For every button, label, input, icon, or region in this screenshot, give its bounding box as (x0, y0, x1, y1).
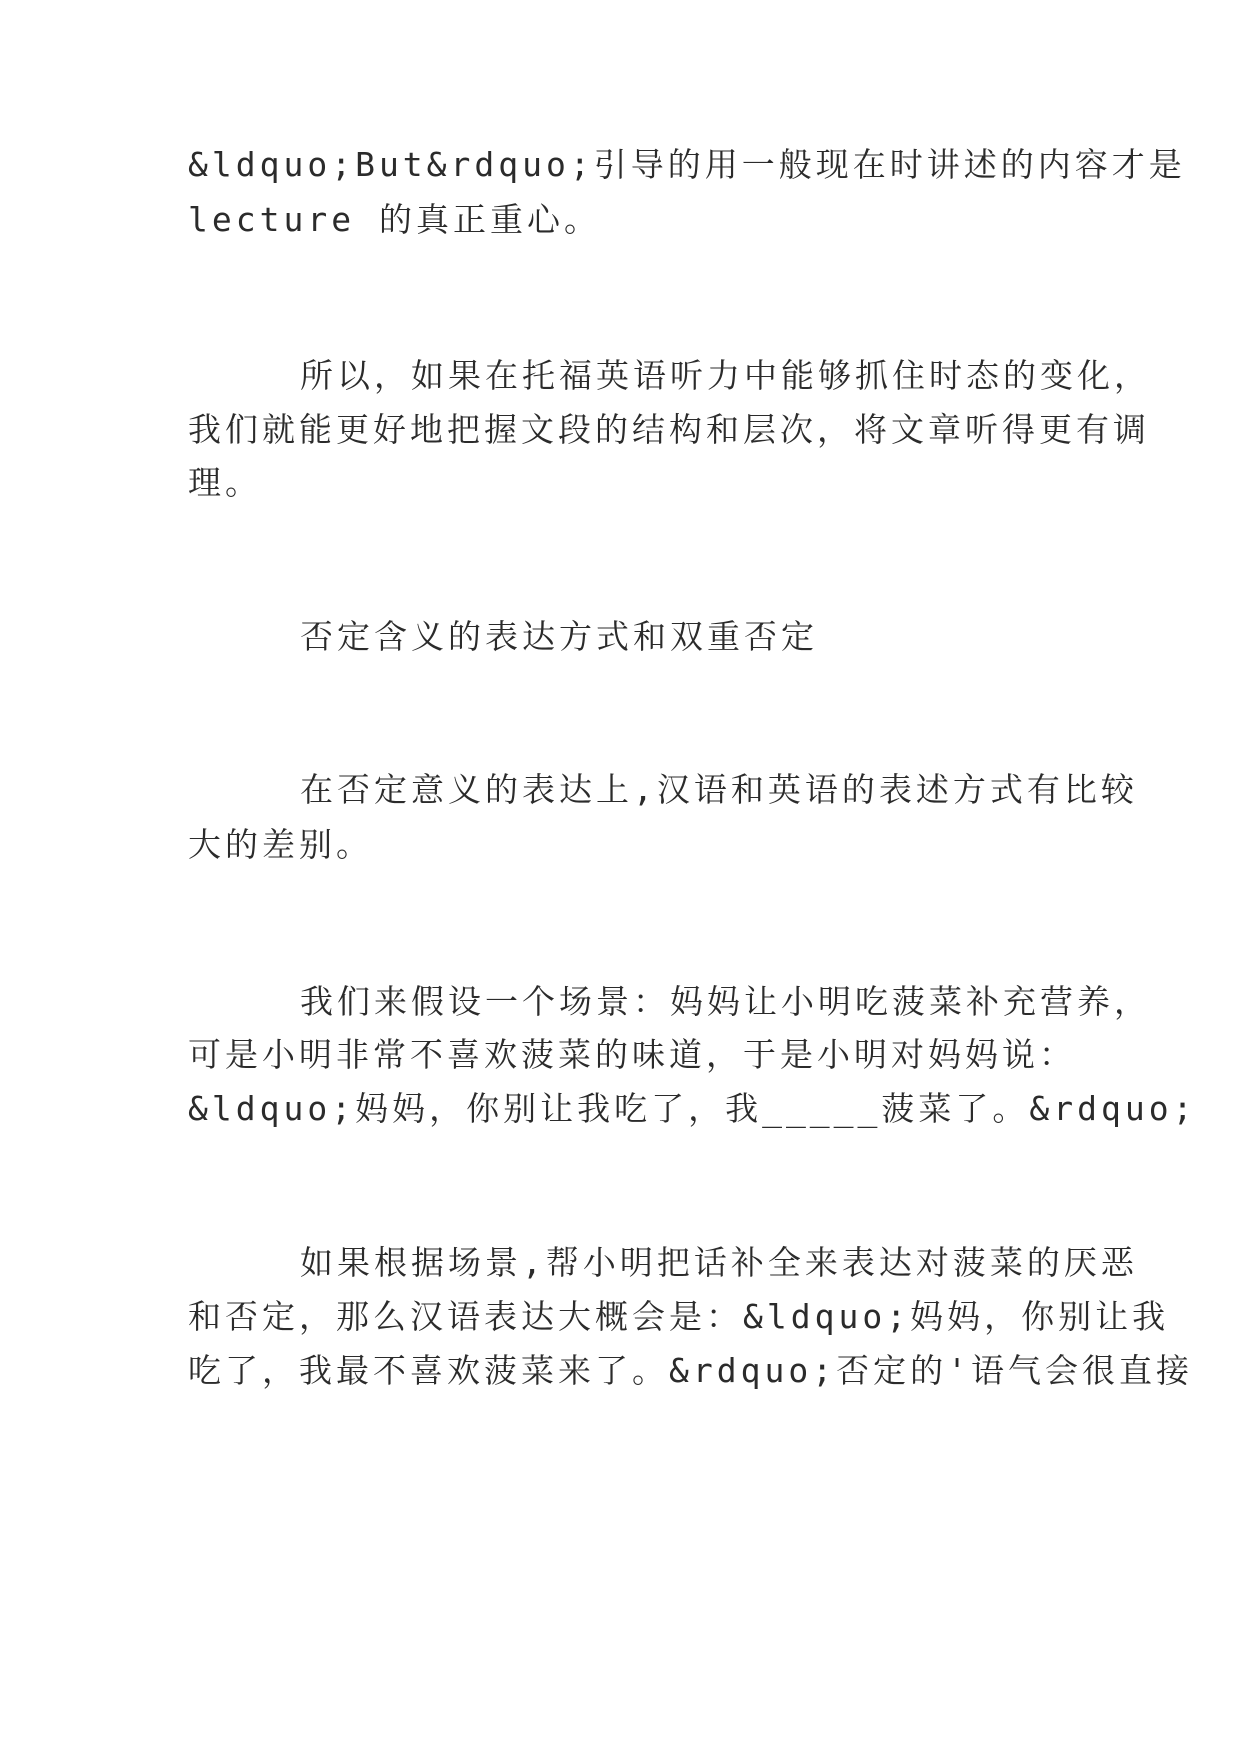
section-heading: 否定含义的表达方式和双重否定 (300, 617, 818, 656)
paragraph-4-line-1: 在否定意义的表达上,汉语和英语的表述方式有比较 (300, 770, 1138, 809)
paragraph-6-line-2: 和否定，那么汉语表达大概会是：&ldquo;妈妈，你别让我 (188, 1297, 1170, 1336)
paragraph-4-line-2: 大的差别。 (188, 825, 373, 864)
paragraph-6-line-3: 吃了，我最不喜欢菠菜来了。&rdquo;否定的'语气会很直接 (188, 1351, 1193, 1390)
paragraph-5-line-2: 可是小明非常不喜欢菠菜的味道，于是小明对妈妈说： (188, 1035, 1076, 1074)
paragraph-2-line-1: 所以，如果在托福英语听力中能够抓住时态的变化， (300, 356, 1151, 395)
paragraph-2-line-3: 理。 (188, 463, 262, 502)
paragraph-2-line-2: 我们就能更好地把握文段的结构和层次，将文章听得更有调 (188, 410, 1150, 449)
paragraph-6-line-1: 如果根据场景,帮小明把话补全来表达对菠菜的厌恶 (300, 1243, 1138, 1282)
paragraph-1-line-1: &ldquo;But&rdquo;引导的用一般现在时讲述的内容才是 (188, 145, 1186, 184)
paragraph-1-line-2: lecture 的真正重心。 (188, 200, 601, 239)
paragraph-5-line-1: 我们来假设一个场景：妈妈让小明吃菠菜补充营养， (300, 982, 1151, 1021)
paragraph-5-line-3: &ldquo;妈妈，你别让我吃了，我_____菠菜了。&rdquo; (188, 1089, 1197, 1128)
